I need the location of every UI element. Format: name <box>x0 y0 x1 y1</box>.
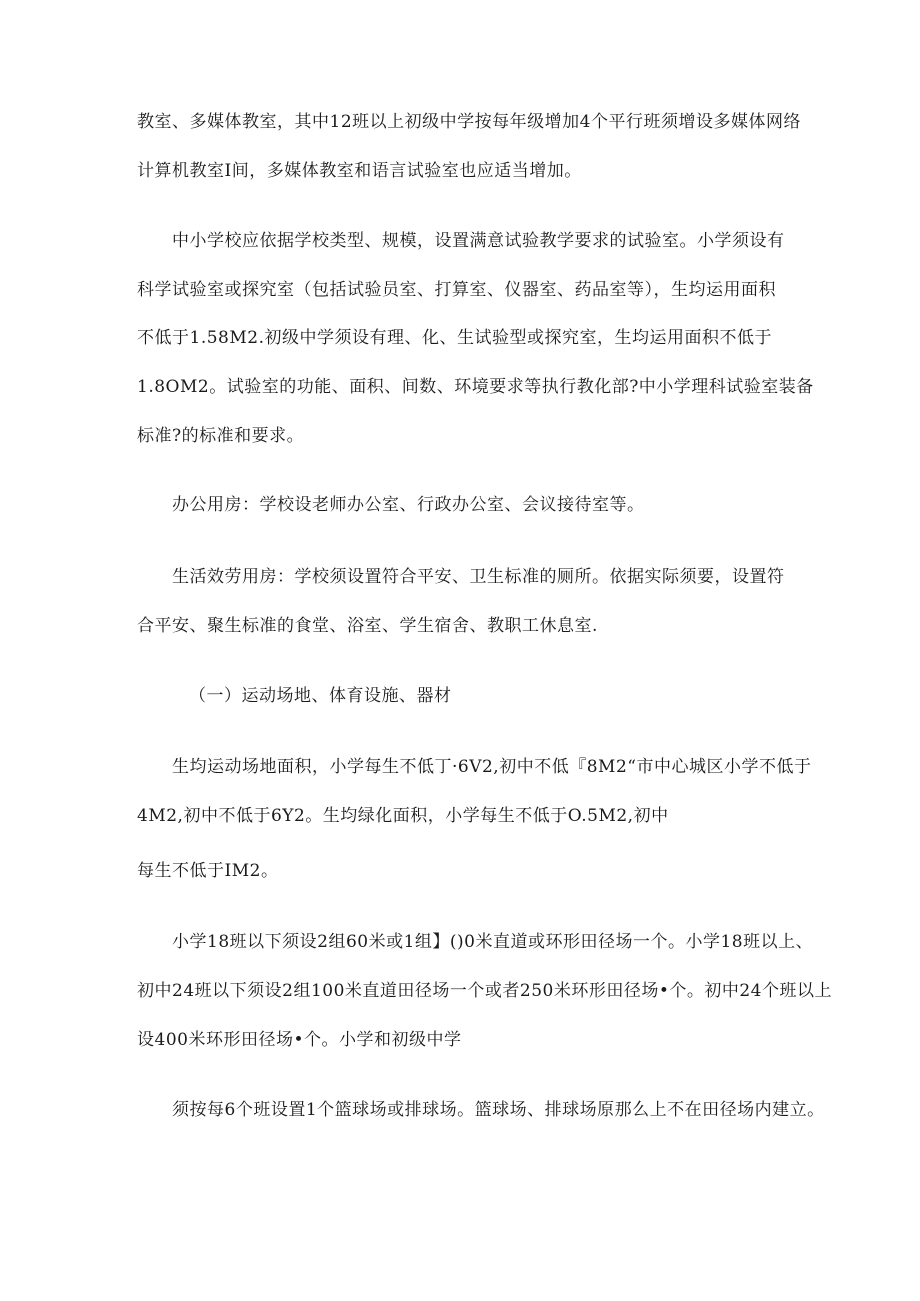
paragraph-5-line-2: 4M2,初中不低于6Y2。生均绿化面积，小学每生不低于O.5M2,初中 <box>137 806 669 826</box>
paragraph-7-line-1: 小学18班以下须设2组60米或1组】()0米直道或环形田径场一个。小学18班以上、 <box>172 932 814 952</box>
paragraph-8-line-1: 须按每6个班设置1个篮球场或排球场。篮球场、排球场原那么上不在田径场内建立。 <box>172 1100 825 1120</box>
paragraph-4-line-1: 生活效劳用房：学校须设置符合平安、卫生标准的厕所。依据实际须要，设置符 <box>172 567 785 587</box>
paragraph-1-line-2: 计算机教室I间，多媒体教室和语言试验室也应适当增加。 <box>137 161 582 181</box>
paragraph-1-line-1: 教室、多媒体教室，其中12班以上初级中学按每年级增加4个平行班须增设多媒体网络 <box>137 112 801 132</box>
paragraph-2-line-5: 标准?的标准和要求。 <box>137 426 305 446</box>
paragraph-2-line-3: 不低于1.58M2.初级中学须设有理、化、生试验型或探究室，生均运用面积不低于 <box>137 328 772 348</box>
paragraph-7-line-3: 设400米环形田径场•个。小学和初级中学 <box>137 1030 462 1050</box>
paragraph-2-line-4: 1.8OM2。试验室的功能、面积、间数、环境要求等执行教化部?中小学理科试验室装备 <box>137 377 814 397</box>
paragraph-4-line-2: 合平安、聚生标准的食堂、浴室、学生宿舍、教职工休息室. <box>137 616 598 636</box>
paragraph-5-line-1: 生均运动场地面积，小学每生不低丁·6V2,初中不低『8M2“市中心城区小学不低于 <box>172 757 812 777</box>
section-heading: （一）运动场地、体育设施、器材 <box>189 686 452 706</box>
paragraph-2-line-2: 科学试验室或探究室（包括试验员室、打算室、仪器室、药品室等），生均运用面积 <box>137 280 776 300</box>
paragraph-6-line-1: 每生不低于IM2。 <box>137 861 279 881</box>
paragraph-2-line-1: 中小学校应依据学校类型、规模，设置满意试验教学要求的试验室。小学须设有 <box>172 231 785 251</box>
paragraph-3-line-1: 办公用房：学校设老师办公室、行政办公室、会议接待室等。 <box>172 495 645 515</box>
paragraph-7-line-2: 初中24班以下须设2组100米直道田径场一个或者250米环形田径场•个。初中24个班以上 <box>137 981 833 1001</box>
